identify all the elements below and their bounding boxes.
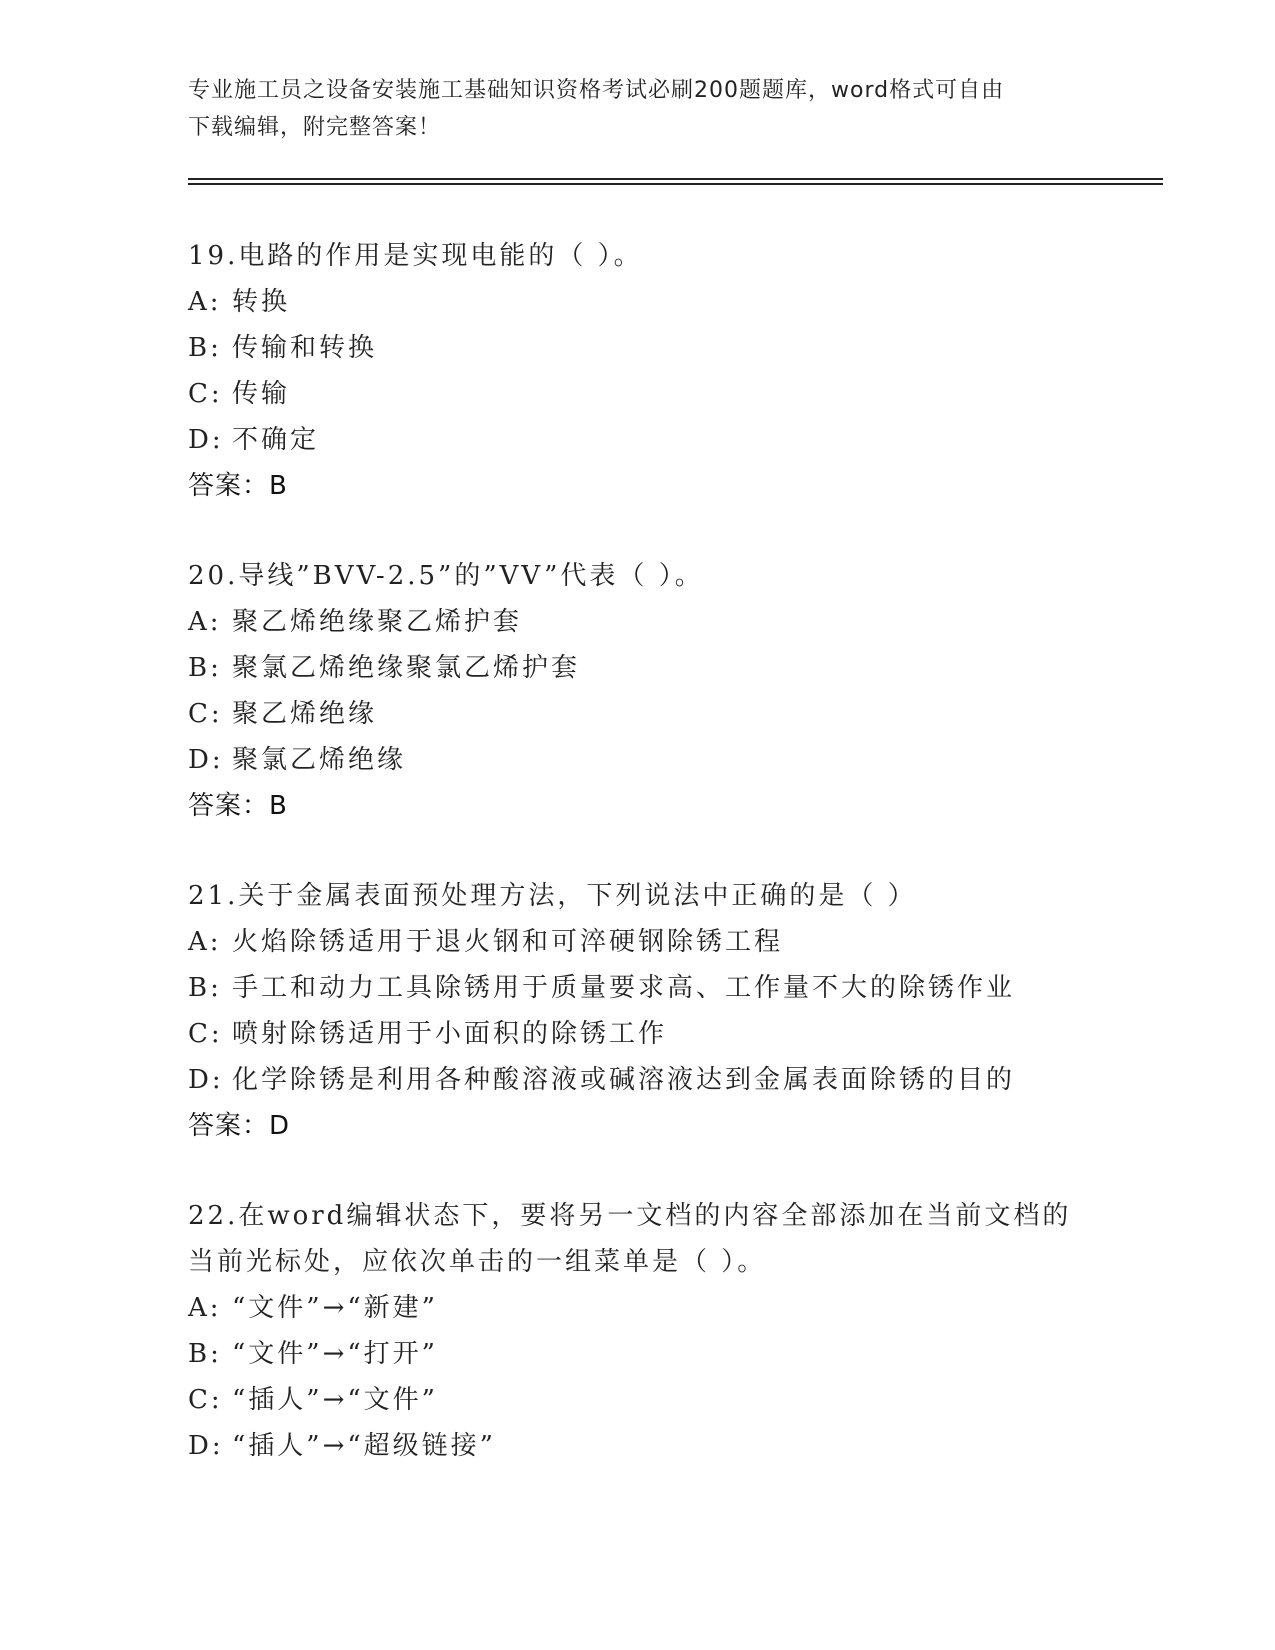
option-text: “文件”→“新建”	[232, 1293, 438, 1323]
answer-option	[188, 919, 1188, 965]
question-block	[188, 873, 1188, 1149]
header-line-2: 下载编辑，附完整答案！	[188, 115, 442, 140]
option-letter: B:	[188, 333, 222, 363]
answer-option	[188, 417, 1188, 463]
option-text: 传输和转换	[232, 333, 378, 363]
answer-option	[188, 599, 1188, 645]
document-header	[188, 72, 1068, 146]
option-letter: D:	[188, 1431, 224, 1461]
option-letter: C:	[188, 1385, 223, 1415]
answer-option	[188, 965, 1188, 1011]
header-line-1: 专业施工员之设备安装施工基础知识资格考试必刷200题题库，word格式可自由	[188, 78, 1005, 103]
question-block	[188, 233, 1188, 509]
answer-option	[188, 645, 1188, 691]
answer-option	[188, 279, 1188, 325]
answer-option	[188, 371, 1188, 417]
option-text: 转换	[232, 287, 291, 317]
answer-key: 答案：B	[188, 791, 288, 821]
option-letter: D:	[188, 745, 224, 775]
option-text: 喷射除锈适用于小面积的除锈工作	[232, 1019, 668, 1049]
option-text: 手工和动力工具除锈用于质量要求高、工作量不大的除锈作业	[232, 973, 1016, 1003]
question-block	[188, 1193, 1188, 1469]
header-divider-bottom	[188, 183, 1163, 185]
option-letter: D:	[188, 425, 224, 455]
option-text: 聚乙烯绝缘聚乙烯护套	[232, 607, 523, 637]
header-divider-top	[188, 178, 1163, 180]
question-stem: 当前光标处，应依次单击的一组菜单是（ ）。	[188, 1247, 767, 1277]
option-text: 传输	[232, 379, 291, 409]
answer-option	[188, 737, 1188, 783]
option-text: “插人”→“超级链接”	[232, 1431, 496, 1461]
question-stem: 21.关于金属表面预处理方法，下列说法中正确的是（ ）	[188, 881, 917, 911]
answer-option	[188, 691, 1188, 737]
option-text: 聚乙烯绝缘	[232, 699, 378, 729]
question-stem: 22.在word编辑状态下，要将另一文档的内容全部添加在当前文档的	[188, 1201, 1072, 1231]
option-text: “插人”→“文件”	[232, 1385, 438, 1415]
answer-option	[188, 325, 1188, 371]
option-letter: C:	[188, 1019, 223, 1049]
option-text: 不确定	[232, 425, 320, 455]
option-text: 聚氯乙烯绝缘	[232, 745, 407, 775]
answer-option	[188, 1331, 1188, 1377]
option-letter: B:	[188, 653, 222, 683]
answer-option	[188, 1285, 1188, 1331]
question-block	[188, 553, 1188, 829]
answer-key: 答案：B	[188, 471, 288, 501]
option-letter: C:	[188, 699, 223, 729]
question-stem: 20.导线”BVV-2.5”的”VV”代表（ ）。	[188, 561, 704, 591]
option-letter: B:	[188, 973, 222, 1003]
option-letter: A:	[188, 927, 222, 957]
option-letter: A:	[188, 607, 222, 637]
question-stem: 19.电路的作用是实现电能的（ ）。	[188, 241, 643, 271]
answer-option	[188, 1377, 1188, 1423]
option-text: 火焰除锈适用于退火钢和可淬硬钢除锈工程	[232, 927, 784, 957]
answer-option	[188, 1011, 1188, 1057]
option-text: 聚氯乙烯绝缘聚氯乙烯护套	[232, 653, 581, 683]
option-letter: A:	[188, 287, 222, 317]
option-letter: A:	[188, 1293, 222, 1323]
option-letter: C:	[188, 379, 223, 409]
option-letter: B:	[188, 1339, 222, 1369]
option-letter: D:	[188, 1065, 224, 1095]
option-text: “文件”→“打开”	[232, 1339, 438, 1369]
answer-option	[188, 1423, 1188, 1469]
answer-option	[188, 1057, 1188, 1103]
option-text: 化学除锈是利用各种酸溶液或碱溶液达到金属表面除锈的目的	[232, 1065, 1016, 1095]
answer-key: 答案：D	[188, 1111, 291, 1141]
question-list	[188, 233, 1188, 1469]
